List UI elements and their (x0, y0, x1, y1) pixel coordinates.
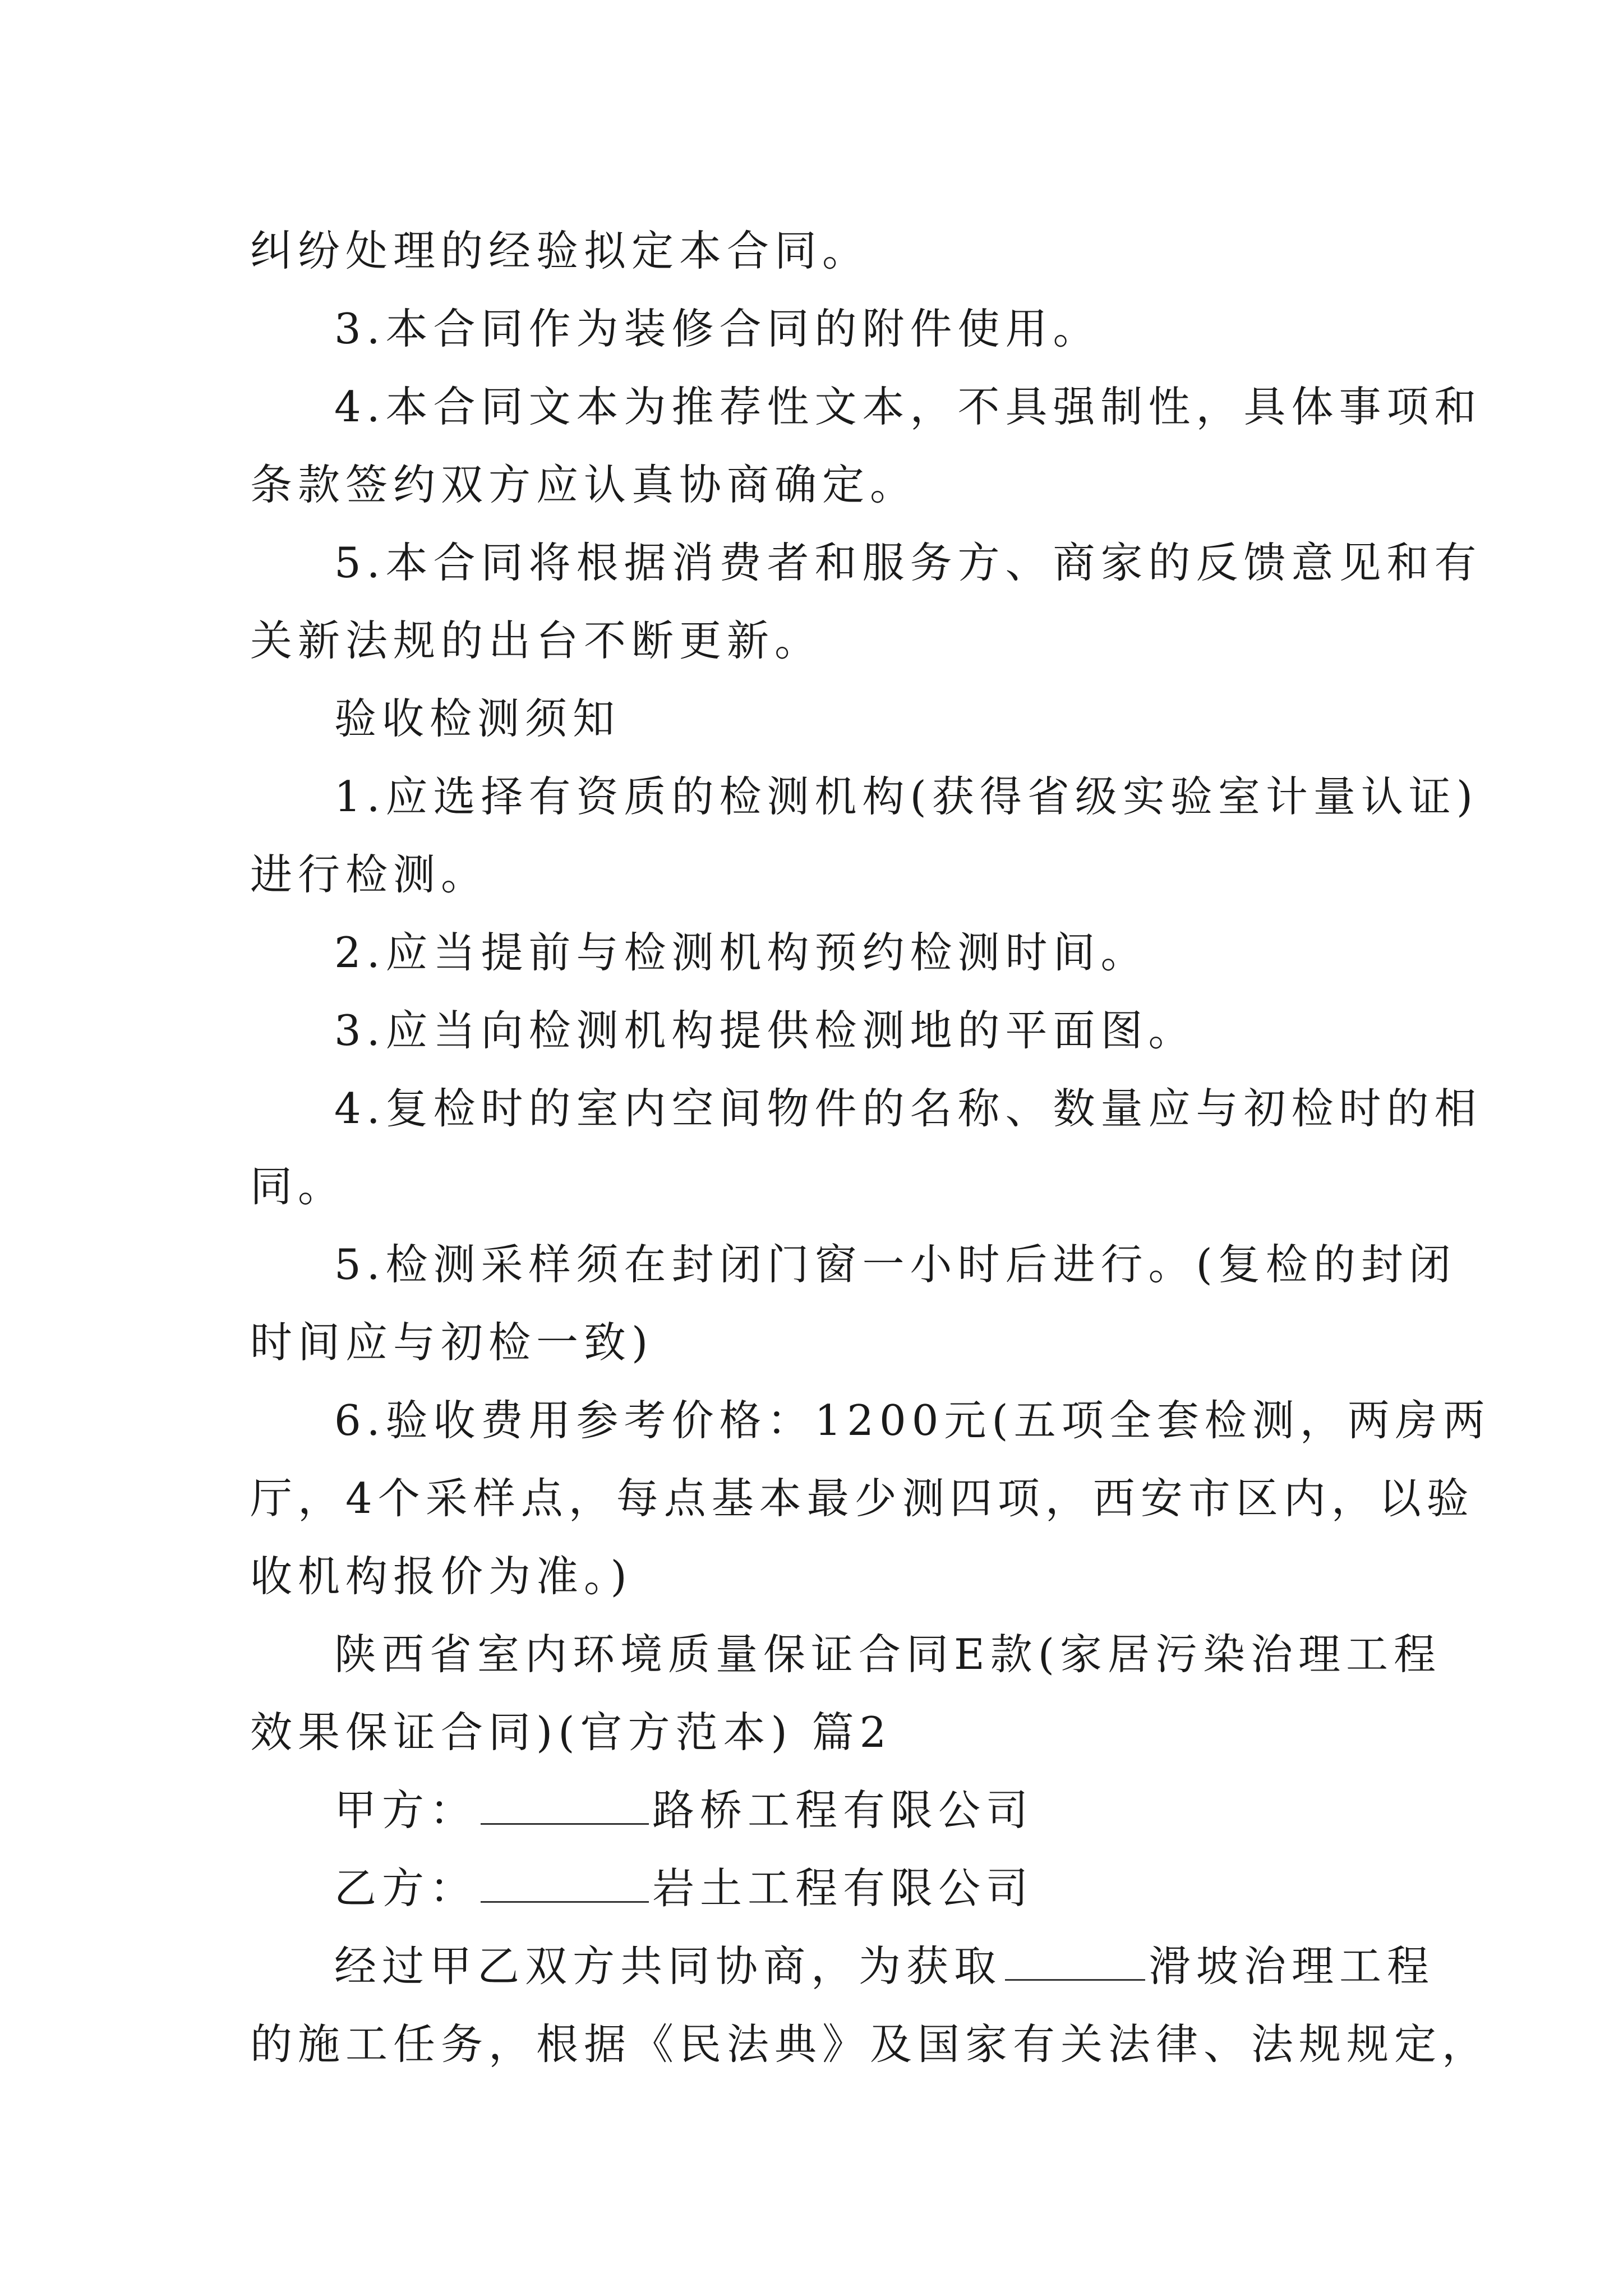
text-line: 的施工任务，根据《民法典》及国家有关法律、法规规定， (250, 2019, 1490, 2069)
party-b-blank (481, 1866, 649, 1903)
party-b-label: 乙方： (334, 1864, 478, 1913)
text-line: 3.应当向检测机构提供检测地的平面图。 (334, 1006, 1196, 1055)
text-line: 4.本合同文本为推荐性文本，不具强制性，具体事项和 (334, 382, 1482, 431)
contract-title: 陕西省室内环境质量保证合同E款(家居污染治理工程 (334, 1630, 1442, 1679)
text-line: 2.应当提前与检测机构预约检测时间。 (334, 928, 1149, 977)
contract-title: 效果保证合同)(官方范本) 篇2 (250, 1708, 892, 1757)
project-blank (1005, 1944, 1145, 1981)
text-line: 同。 (250, 1162, 346, 1211)
text-line: 5.检测采样须在封闭门窗一小时后进行。(复检的封闭 (334, 1240, 1456, 1289)
text-line: 4.复检时的室内空间物件的名称、数量应与初检时的相 (334, 1084, 1482, 1133)
text-fragment: 经过甲乙双方共同协商，为获取 (334, 1941, 1002, 1991)
text-line: 5.本合同将根据消费者和服务方、商家的反馈意见和有 (334, 538, 1482, 587)
section-heading: 验收检测须知 (334, 694, 621, 743)
text-line (250, 1927, 1435, 2005)
party-b-name: 岩土工程有限公司 (652, 1864, 1034, 1913)
text-line: 1.应选择有资质的检测机构(获得省级实验室计量认证) (334, 772, 1479, 821)
text-line: 6.验收费用参考价格：1200元(五项全套检测，两房两 (334, 1396, 1491, 1445)
text-line: 3.本合同作为装修合同的附件使用。 (334, 304, 1101, 353)
text-line: 时间应与初检一致) (250, 1318, 654, 1367)
text-line: 进行检测。 (250, 850, 489, 899)
text-line: 条款签约双方应认真协商确定。 (250, 460, 918, 509)
text-line: 收机构报价为准。) (250, 1552, 633, 1601)
party-b-line (250, 1849, 1386, 1927)
party-a-blank (481, 1788, 649, 1825)
text-fragment: 滑坡治理工程 (1149, 1941, 1435, 1991)
text-line: 纠纷处理的经验拟定本合同。 (250, 226, 870, 275)
text-line: 关新法规的出台不断更新。 (250, 616, 823, 665)
party-a-line (250, 1772, 1386, 1849)
party-a-name: 路桥工程有限公司 (652, 1786, 1034, 1835)
text-line: 厅，4个采样点，每点基本最少测四项，西安市区内，以验 (250, 1474, 1474, 1523)
party-a-label: 甲方： (334, 1786, 478, 1835)
document-page (250, 212, 1491, 2083)
